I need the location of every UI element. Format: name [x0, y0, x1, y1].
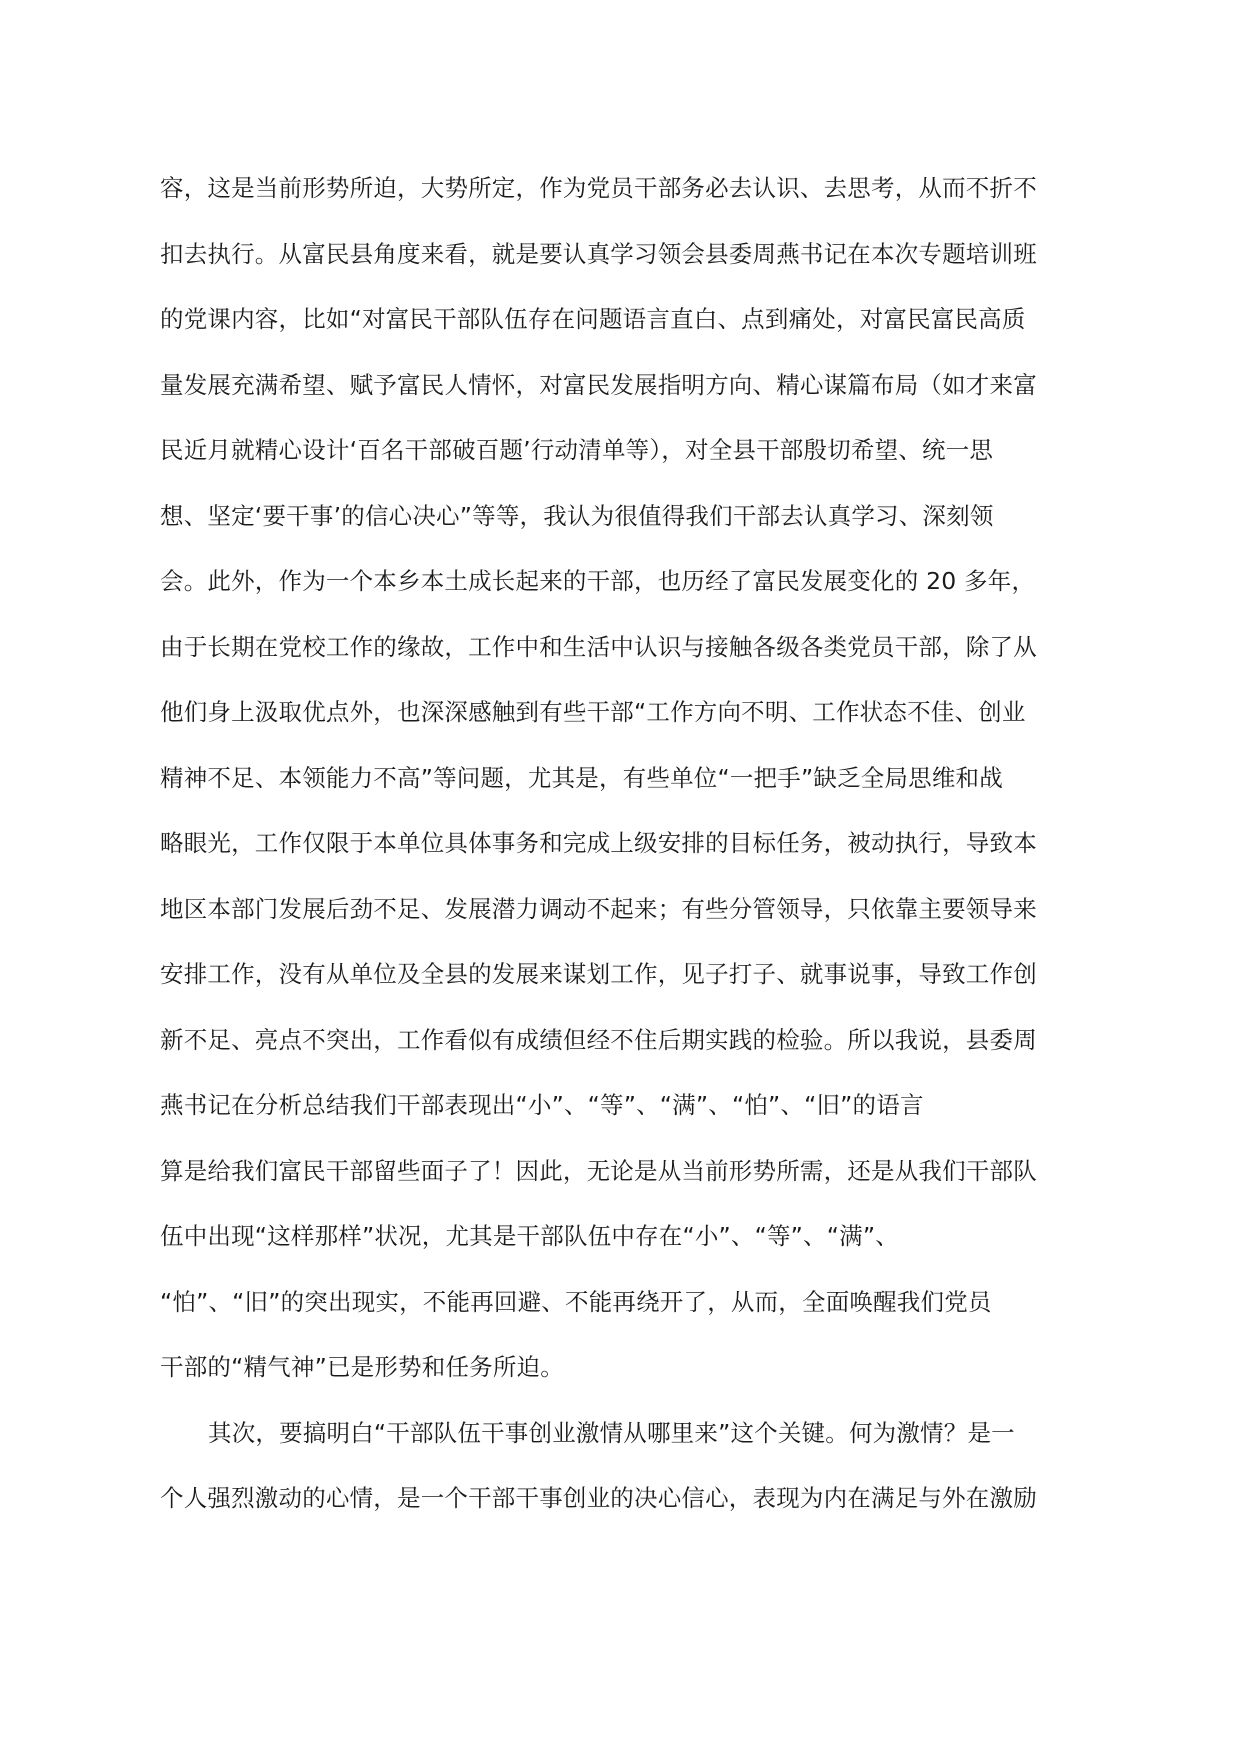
text-line: 容，这是当前形势所迫，大势所定，作为党员干部务必去认识、去思考，从而不折不 — [160, 174, 1037, 202]
text-line: 伍中出现“这样那样”状况，尤其是干部队伍中存在“小”、“等”、“满”、 — [160, 1222, 899, 1250]
body-text — [160, 172, 1100, 1548]
text-line: 精神不足、本领能力不高”等问题，尤其是，有些单位“一把手”缺乏全局思维和战 — [160, 763, 1003, 792]
text-line: 由于长期在党校工作的缘故，工作中和生活中认识与接触各级各类党员干部，除了从 — [160, 632, 1037, 661]
text-line: 新不足、亮点不突出，工作看似有成绩但经不住后期实践的检验。所以我说，县委周 — [160, 1025, 1037, 1054]
text-line: 算是给我们富民干部留些面子了！因此，无论是从当前形势所需，还是从我们干部队 — [160, 1156, 1037, 1185]
text-line: 想、坚定‘要干事’的信心决心”等等，我认为很值得我们干部去认真学习、深刻领 — [160, 501, 994, 530]
text-line: 的党课内容，比如“对富民干部队伍存在问题语言直白、点到痛处，对富民富民高质 — [160, 305, 1026, 333]
text-line: 扣去执行。从富民县角度来看，就是要认真学习领会县委周燕书记在本次专题培训班 — [160, 239, 1037, 268]
text-line: 民近月就精心设计‘百名干部破百题’行动清单等），对全县干部殷切希望、统一思 — [160, 436, 994, 464]
text-line: 安排工作，没有从单位及全县的发展来谋划工作，见子打子、就事说事，导致工作创 — [160, 960, 1037, 988]
text-line: 量发展充满希望、赋予富民人情怀，对富民发展指明方向、精心谋篇布局（如才来富 — [160, 370, 1037, 399]
text-line: 他们身上汲取优点外，也深深感触到有些干部“工作方向不明、工作状态不佳、创业 — [160, 698, 1026, 726]
text-line: “怕”、“旧”的突出现实，不能再回避、不能再绕开了，从而，全面唤醒我们党员 — [160, 1287, 992, 1316]
text-line: 干部的“精气神”已是形势和任务所迫。 — [160, 1353, 564, 1381]
text-line: 会。此外，作为一个本乡本土成长起来的干部，也历经了富民发展变化的 20 多年， — [160, 567, 1036, 595]
paragraph-start-line: 其次，要搞明白“干部队伍干事创业激情从哪里来”这个关键。何为激情？是一 — [208, 1418, 1015, 1447]
text-line: 燕书记在分析总结我们干部表现出“小”、“等”、“满”、“怕”、“旧”的语言 — [160, 1091, 924, 1119]
text-line: 地区本部门发展后劲不足、发展潜力调动不起来；有些分管领导，只依靠主要领导来 — [160, 894, 1037, 923]
text-line: 个人强烈激动的心情，是一个干部干事创业的决心信心，表现为内在满足与外在激励 — [160, 1484, 1037, 1512]
text-line: 略眼光，工作仅限于本单位具体事务和完成上级安排的目标任务，被动执行，导致本 — [160, 829, 1037, 857]
